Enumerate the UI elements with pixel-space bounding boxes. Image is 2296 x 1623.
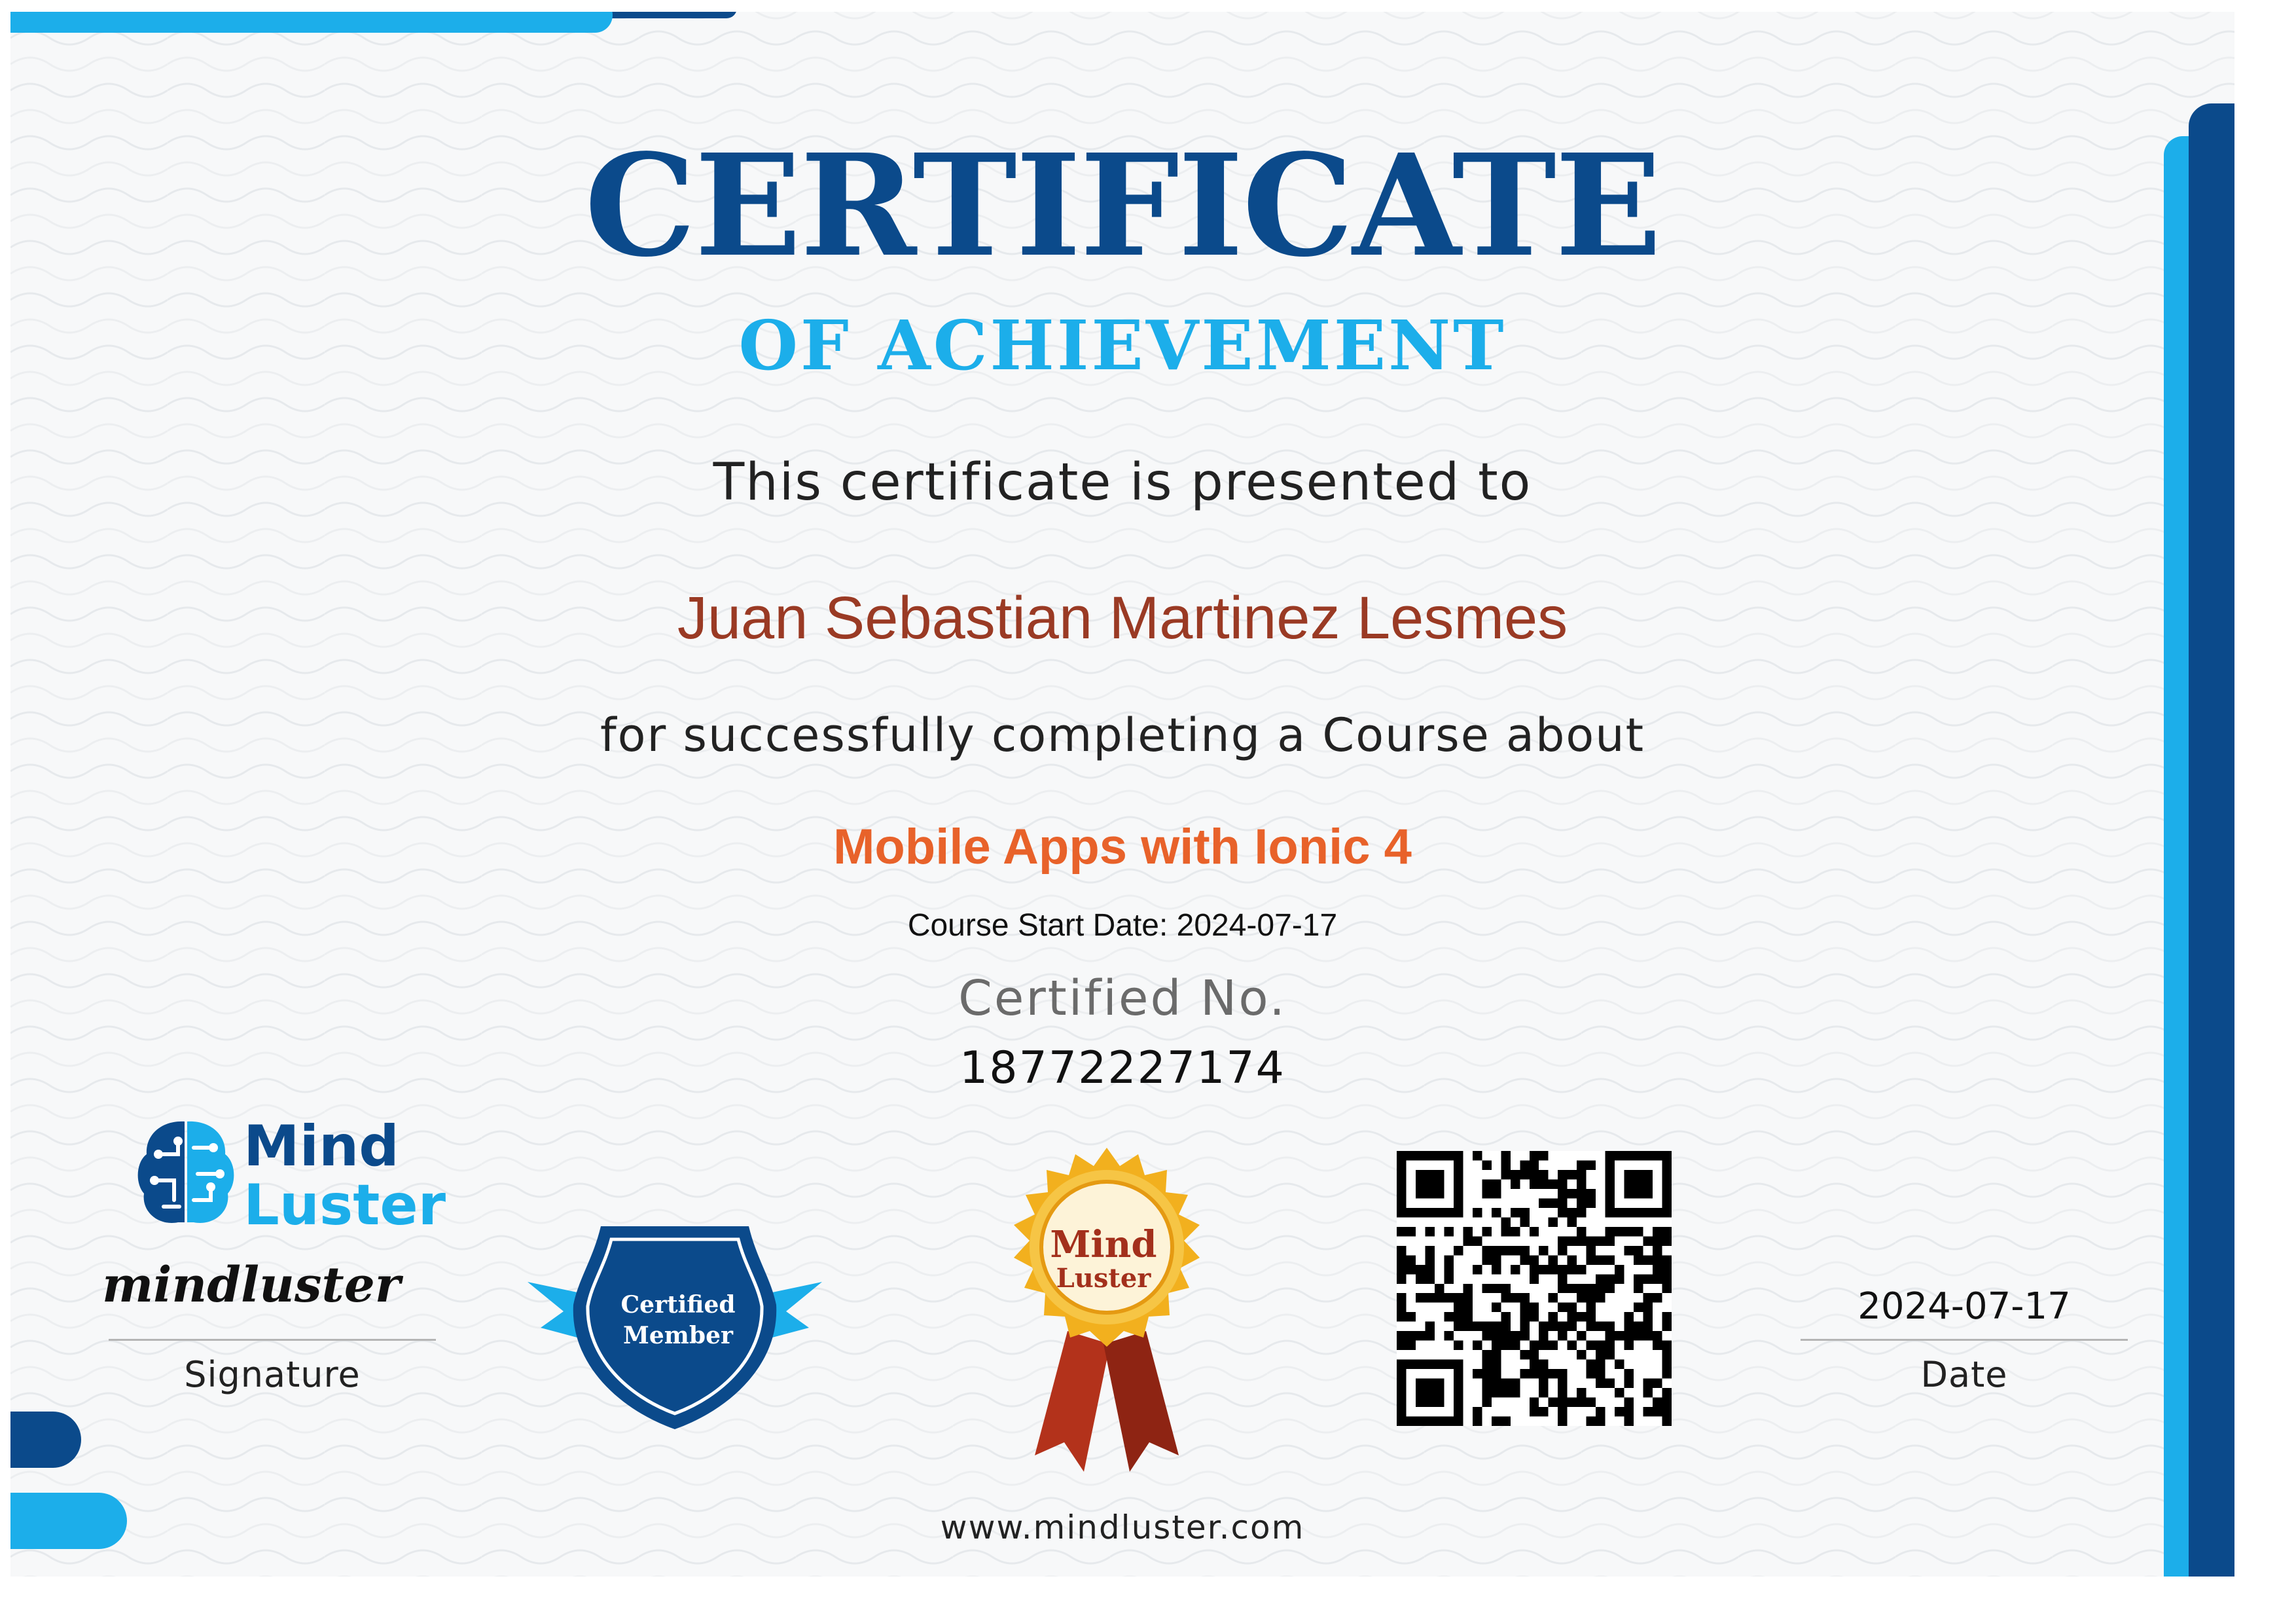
certificate-sheet (10, 12, 2234, 1577)
signature-label: Signature (184, 1354, 361, 1395)
certificate-subtitle: OF ACHIEVEMENT (738, 305, 1507, 386)
certified-no-label: Certified No. (958, 970, 1287, 1027)
date-line (1801, 1339, 2128, 1341)
badge-line-member: Member (623, 1322, 733, 1349)
top-accent-bar-sky (10, 12, 613, 33)
course-start-date: Course Start Date: 2024-07-17 (907, 908, 1338, 943)
bottom-left-accent-navy (10, 1412, 81, 1468)
certified-number: 18772227174 (960, 1042, 1285, 1094)
date-label: Date (1920, 1354, 2008, 1395)
website-url: www.mindluster.com (940, 1508, 1305, 1546)
seal-text-mind: Mind (1050, 1223, 1157, 1266)
signature-script: mindluster (102, 1257, 401, 1313)
signature-line (109, 1339, 436, 1341)
brain-circuit-icon (132, 1115, 240, 1230)
course-name: Mobile Apps with Ionic 4 (833, 819, 1412, 875)
brand-name-luster: Luster (243, 1173, 446, 1238)
completion-text: for successfully completing a Course about (600, 708, 1645, 762)
gold-seal-ribbon-icon (989, 1148, 1225, 1488)
presented-to-text: This certificate is presented to (713, 453, 1532, 512)
date-value: 2024-07-17 (1857, 1285, 2071, 1328)
brand-name-mind: Mind (243, 1114, 399, 1179)
recipient-name: Juan Sebastian Martinez Lesmes (677, 585, 1568, 651)
certificate-title: CERTIFICATE (584, 124, 1660, 288)
badge-line-certified: Certified (620, 1291, 736, 1319)
seal-text-luster: Luster (1056, 1263, 1151, 1294)
qr-code-icon (1397, 1151, 1672, 1426)
